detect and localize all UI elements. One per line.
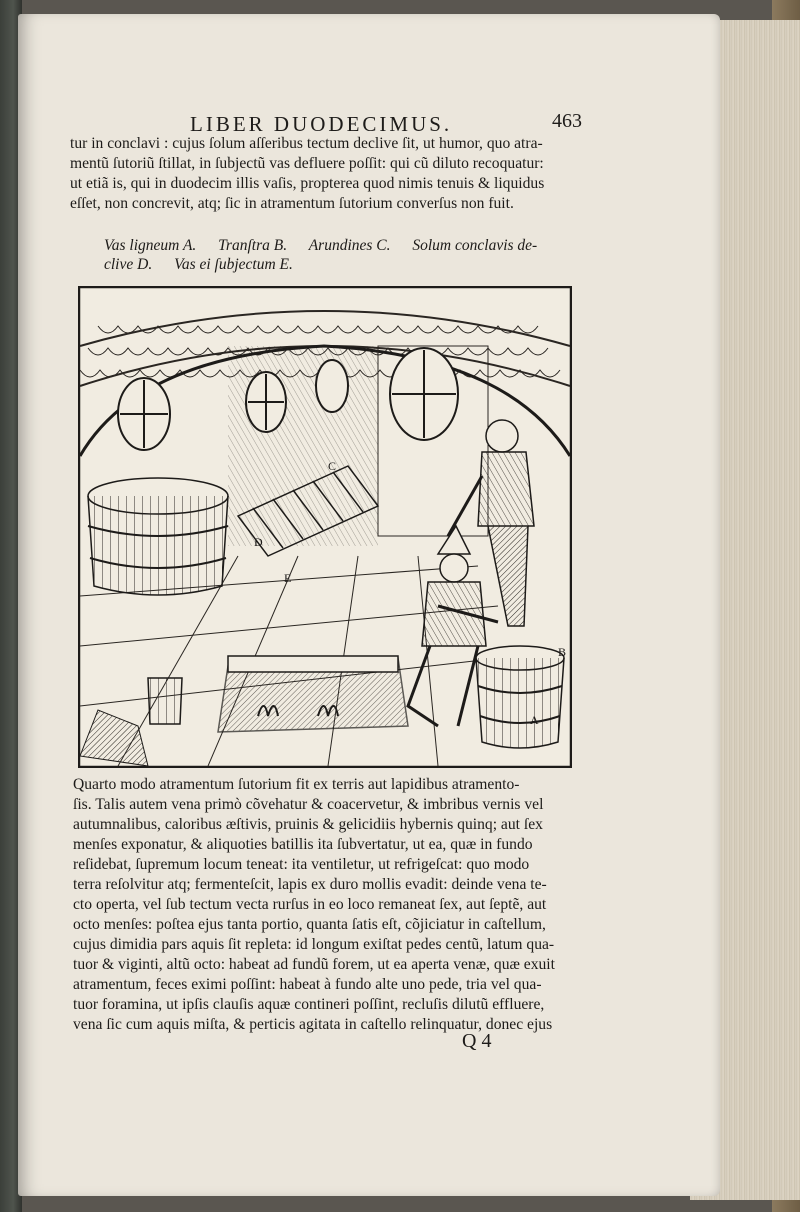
text-line: reſidebat, ſupremum locum teneat: ita ventiletur, ut refrigeſcat: quo modo — [73, 856, 530, 873]
caption-item: Solum conclavis de- — [412, 237, 538, 254]
text-line: atramentum, feces eximi poſſint: habeat à fundo alte uno pede, tria vel qua- — [73, 976, 542, 993]
text-line: autumnalibus, caloribus æſtivis, pruinis & gelicidiis hybernis quinq; aut ſex — [73, 816, 543, 833]
text-line: terra reſolvitur atq; fermenteſcit, lapis ex duro mollis evadit: deinde vena te- — [73, 876, 547, 893]
signature-mark: Q 4 — [462, 1030, 492, 1052]
text-line: eſſet, non concrevit, atq; ſic in atramentum ſutorium converſus non fuit. — [70, 195, 514, 212]
small-vat — [476, 645, 567, 748]
text-line: tuor foramina, ut ipſis clauſis aquæ contineri poſſint, recluſis dilutũ effluere, — [73, 996, 545, 1013]
large-vat — [88, 478, 228, 595]
caption-item: clive D. — [104, 256, 153, 273]
text-line: vena ſic cum aquis miſta, & perticis agitata in caſtello relinquatur, donec ejus — [73, 1016, 553, 1033]
figure-label: C — [328, 459, 337, 473]
woodcut-illustration — [78, 286, 572, 768]
trough — [218, 656, 408, 732]
figure-label: B — [558, 645, 567, 659]
caption-item: Tranſtra B. — [218, 237, 288, 254]
text-line: octo menſes: poſtea ejus tanta portio, quanta ſatis eſt, cõjiciatur in caſtellum, — [73, 916, 546, 933]
page-number: 463 — [552, 110, 582, 132]
text-line: cto operta, vel ſub tectum vecta rurſus in eo loco remaneat ſex, aut ſeptẽ, aut — [73, 896, 547, 913]
text-line: cujus dimidia pars aquis ſit repleta: id longum exiſtat pedes centũ, latum qua- — [73, 936, 555, 953]
text-line: ut etiã is, qui in duodecim illis vaſis, propterea quod nimis tenuis & liquidus — [70, 175, 545, 192]
text-line: tur in conclavi : cujus ſolum aſſeribus tectum declive ſit, ut humor, quo atra- — [70, 135, 543, 152]
figure-label: D — [254, 535, 263, 549]
text-line: menſes exponatur, & aliquoties batillis ita ſubvertatur, ut ea, quæ in fundo — [73, 836, 533, 853]
caption-item: Vas ligneum A. — [104, 237, 197, 254]
text-line: ſis. Talis autem vena primò cõvehatur & coacervetur, & imbribus vernis vel — [73, 796, 544, 813]
figure-label: E — [284, 571, 292, 585]
text-line: tuor & viginti, altũ octo: habeat ad fundũ forem, ut ea aperta venæ, quæ exuit — [73, 956, 555, 973]
top-paragraph — [70, 134, 590, 214]
figure-label: A — [530, 713, 539, 727]
figure-caption — [104, 236, 584, 274]
bottom-paragraph — [73, 775, 591, 1035]
text-line: Quarto modo atramentum ſutorium fit ex terris aut lapidibus atramento- — [73, 776, 520, 793]
caption-item: Arundines C. — [308, 237, 391, 254]
text-line: mentũ ſutoriũ ſtillat, in ſubjectũ vas defluere poſſit: qui cũ diluto recoquatur: — [70, 155, 544, 172]
running-head: LIBER DUODECIMUS. — [190, 112, 453, 136]
jug — [148, 678, 182, 724]
caption-item: Vas ei ſubjectum E. — [174, 256, 293, 273]
